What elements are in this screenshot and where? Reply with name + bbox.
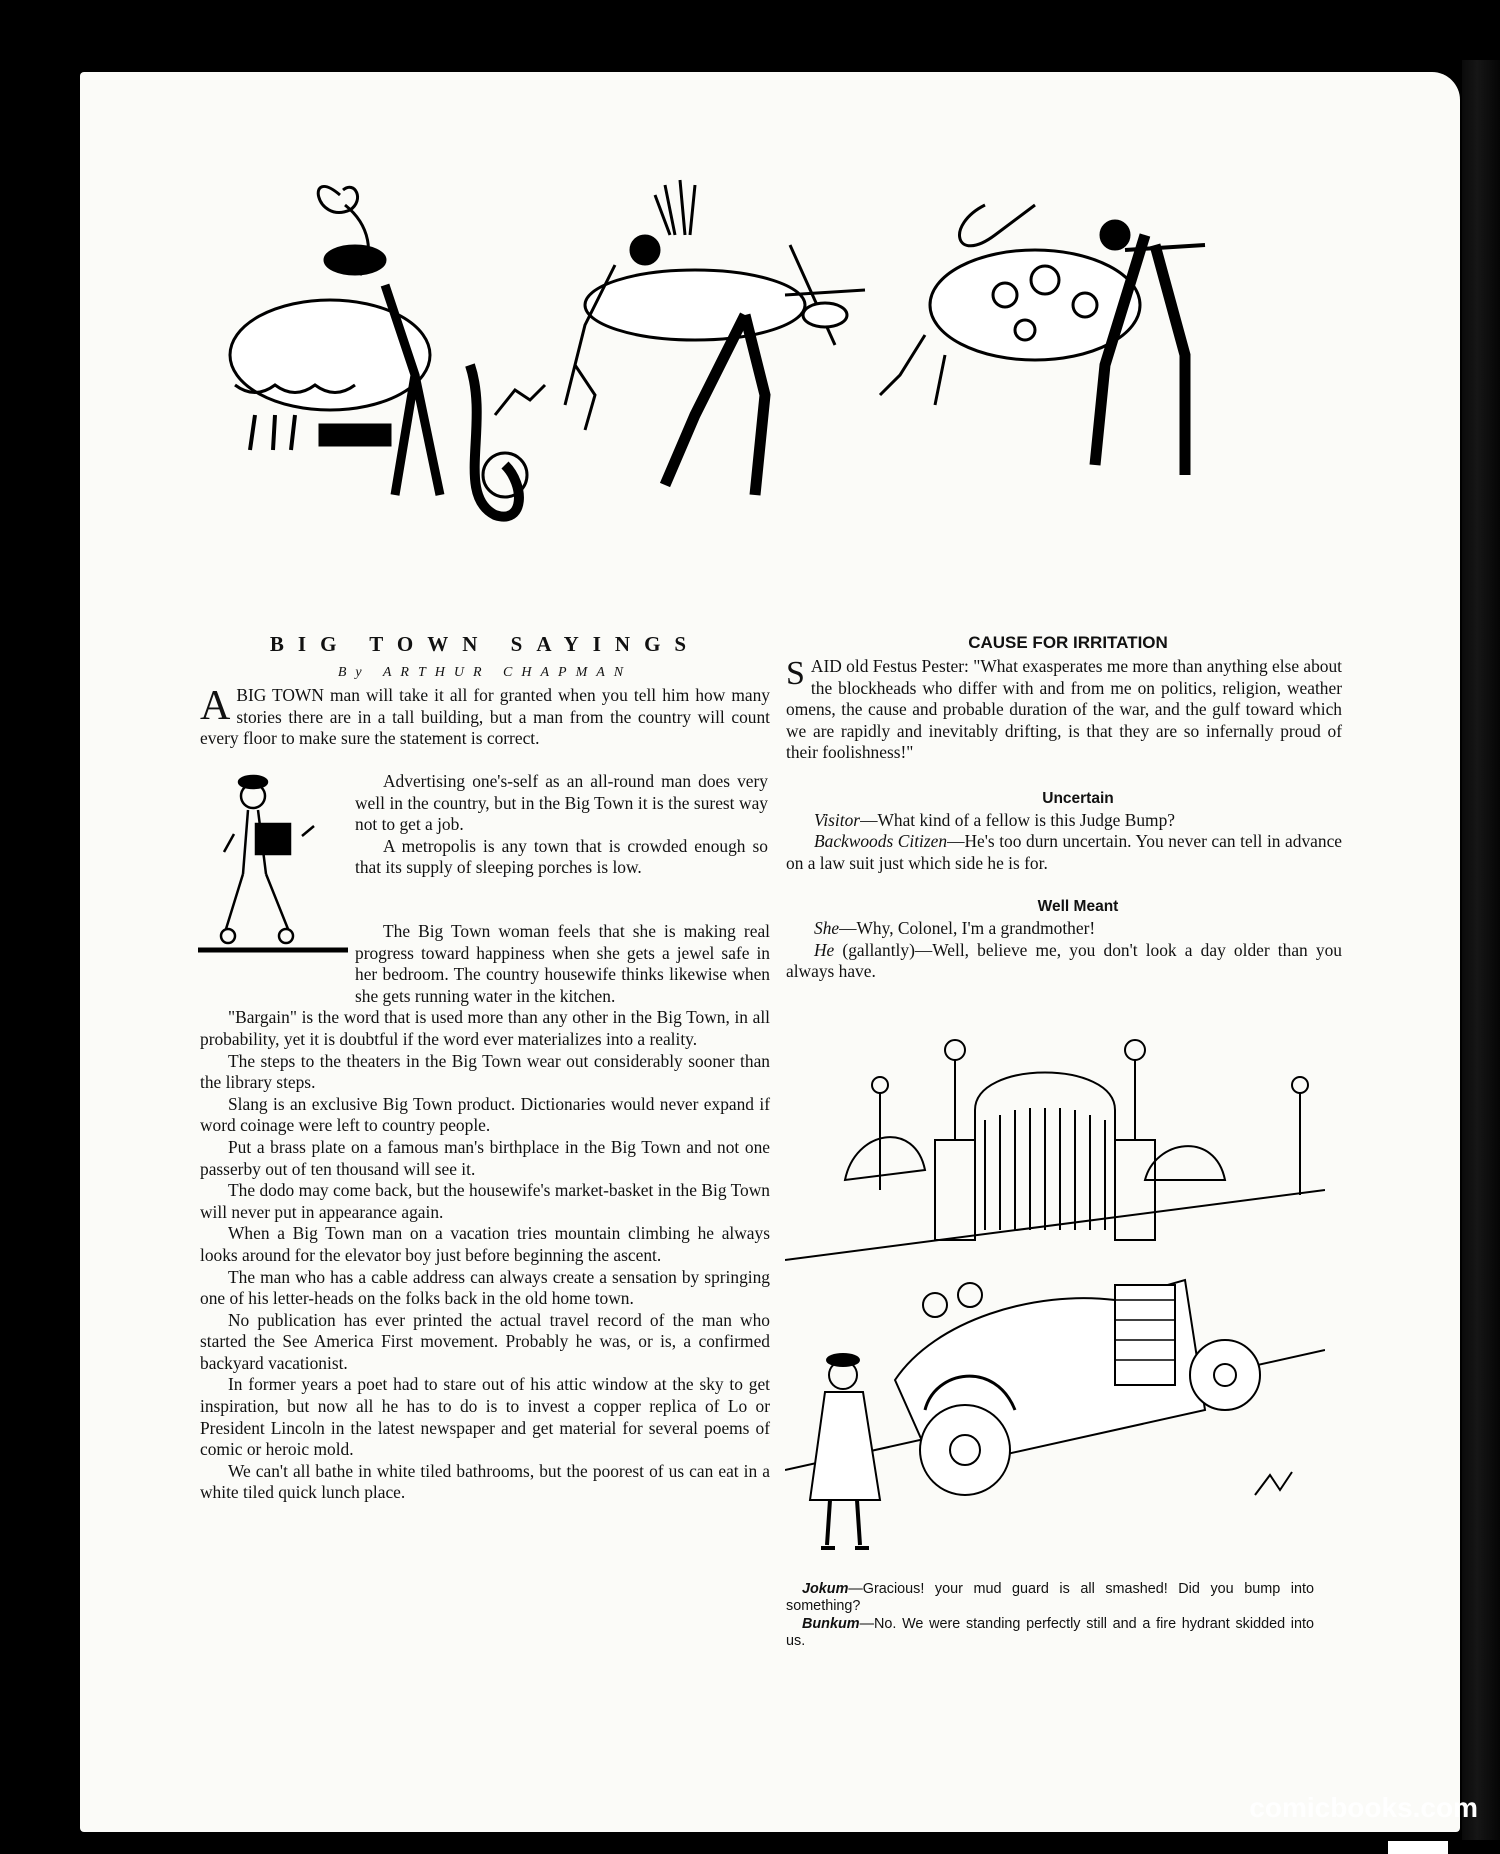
paragraph-13: In former years a poet had to stare out of his attic window at the sky to get inspiration, but now all he has to do is to invest a copper replica of Lo or President Lincoln in the latest newspaper and get material for several poems of comic or heroic mold. (200, 1374, 770, 1460)
paragraph-6: The steps to the theaters in the Big Town wear out considerably sooner than the library steps. (200, 1050, 770, 1093)
paragraph-2: Advertising one's-self as an all-round man does very well in the country, but in the Big Town it is the surest way not to get a job. (355, 771, 768, 835)
paragraph-9: The dodo may come back, but the housewife's market-basket in the Big Town will never put in appearance again. (200, 1180, 770, 1222)
paragraph-11: The man who has a cable address can always create a sensation by springing one of his letter-heads on the folks back in the old home town. (200, 1266, 770, 1309)
drop-cap: A (200, 683, 231, 729)
paragraph-3: A metropolis is any town that is crowded enough so that its supply of sleeping porches is low. (355, 835, 768, 878)
cartoon-caption (786, 1581, 1314, 1651)
right-column-text (786, 656, 1342, 983)
book-spine (1462, 60, 1500, 1840)
well-meant-heading: Well Meant (1037, 898, 1119, 916)
article-body-beside-art (355, 771, 768, 879)
cause-paragraph: SAID old Festus Pester: "What exasperates me more than anything else about the blockheads who differ with and from me on politics, religion, weather omens, the cause and probable duration of the war, and the gulf toward which we are rapidly and inevitably drifting, is that they are so infernally proud of their foolishness!" (786, 655, 1343, 763)
paragraph-5: "Bargain" is the word that is used more than any other in the Big Town, in all probability, yet it is doubtful if the word ever materializes into a reality. (200, 1007, 770, 1049)
paragraph-12: No publication has ever printed the actual travel record of the man who started the See America First movement. Probably he was, or is, a confirmed backyard vacationist. (200, 1309, 770, 1373)
paragraph-1: A BIG TOWN man will take it all for granted when you tell him how many stories there are in a tall building, but a man from the country will count every floor to make sure the statement is correct. (200, 683, 770, 749)
drop-cap-s: S (786, 655, 805, 692)
article-body-top (200, 685, 770, 750)
article-byline: By ARTHUR CHAPMAN (337, 665, 633, 680)
paragraph-7: Slang is an exclusive Big Town product. Dictionaries would never expand if word coinage were left to country people. (200, 1093, 770, 1136)
article-title: BIG TOWN SAYINGS (269, 632, 701, 656)
caption-line-2: Bunkum—No. We were standing perfectly still and a fire hydrant skidded into us. (786, 1615, 1314, 1650)
car-cartoon-illustration (785, 1030, 1325, 1560)
dancing-couples-illustration (225, 165, 1335, 605)
uncertain-heading: Uncertain (1042, 789, 1114, 807)
paragraph-4: The Big Town woman feels that she is making real progress toward happiness when she gets a jewel safe in her bedroom. The country housewife thinks likewise when she gets running water in the kitchen. (355, 921, 770, 1006)
well-meant-line-2: He (gallantly)—Well, believe me, you don't look a day older than you always have. (786, 939, 1342, 982)
uncertain-line-1: Visitor—What kind of a fellow is this Judge Bump? (814, 809, 1175, 830)
cause-for-irritation-title: CAUSE FOR IRRITATION (968, 633, 1168, 652)
paragraph-10: When a Big Town man on a vacation tries mountain climbing he always looks around for the elevator boy just before beginning the ascent. (200, 1223, 770, 1265)
caption-line-1: Jokum—Gracious! your mud guard is all smashed! Did you bump into something? (786, 1581, 1314, 1615)
paragraph-8: Put a brass plate on a famous man's birthplace in the Big Town and not one passerby out of ten thousand will see it. (200, 1136, 770, 1179)
site-watermark: comicbooks.com (1249, 1792, 1478, 1823)
uncertain-line-2: Backwoods Citizen—He's too durn uncertain. You never can tell in advance on a law suit just which side he is for. (786, 831, 1343, 873)
page-tab (1388, 1841, 1448, 1854)
article-body-main (200, 921, 770, 1504)
paragraph-14: We can't all bathe in white tiled bathrooms, but the poorest of us can eat in a white tiled quick lunch place. (200, 1460, 770, 1503)
well-meant-line-1: She—Why, Colonel, I'm a grandmother! (814, 917, 1096, 938)
